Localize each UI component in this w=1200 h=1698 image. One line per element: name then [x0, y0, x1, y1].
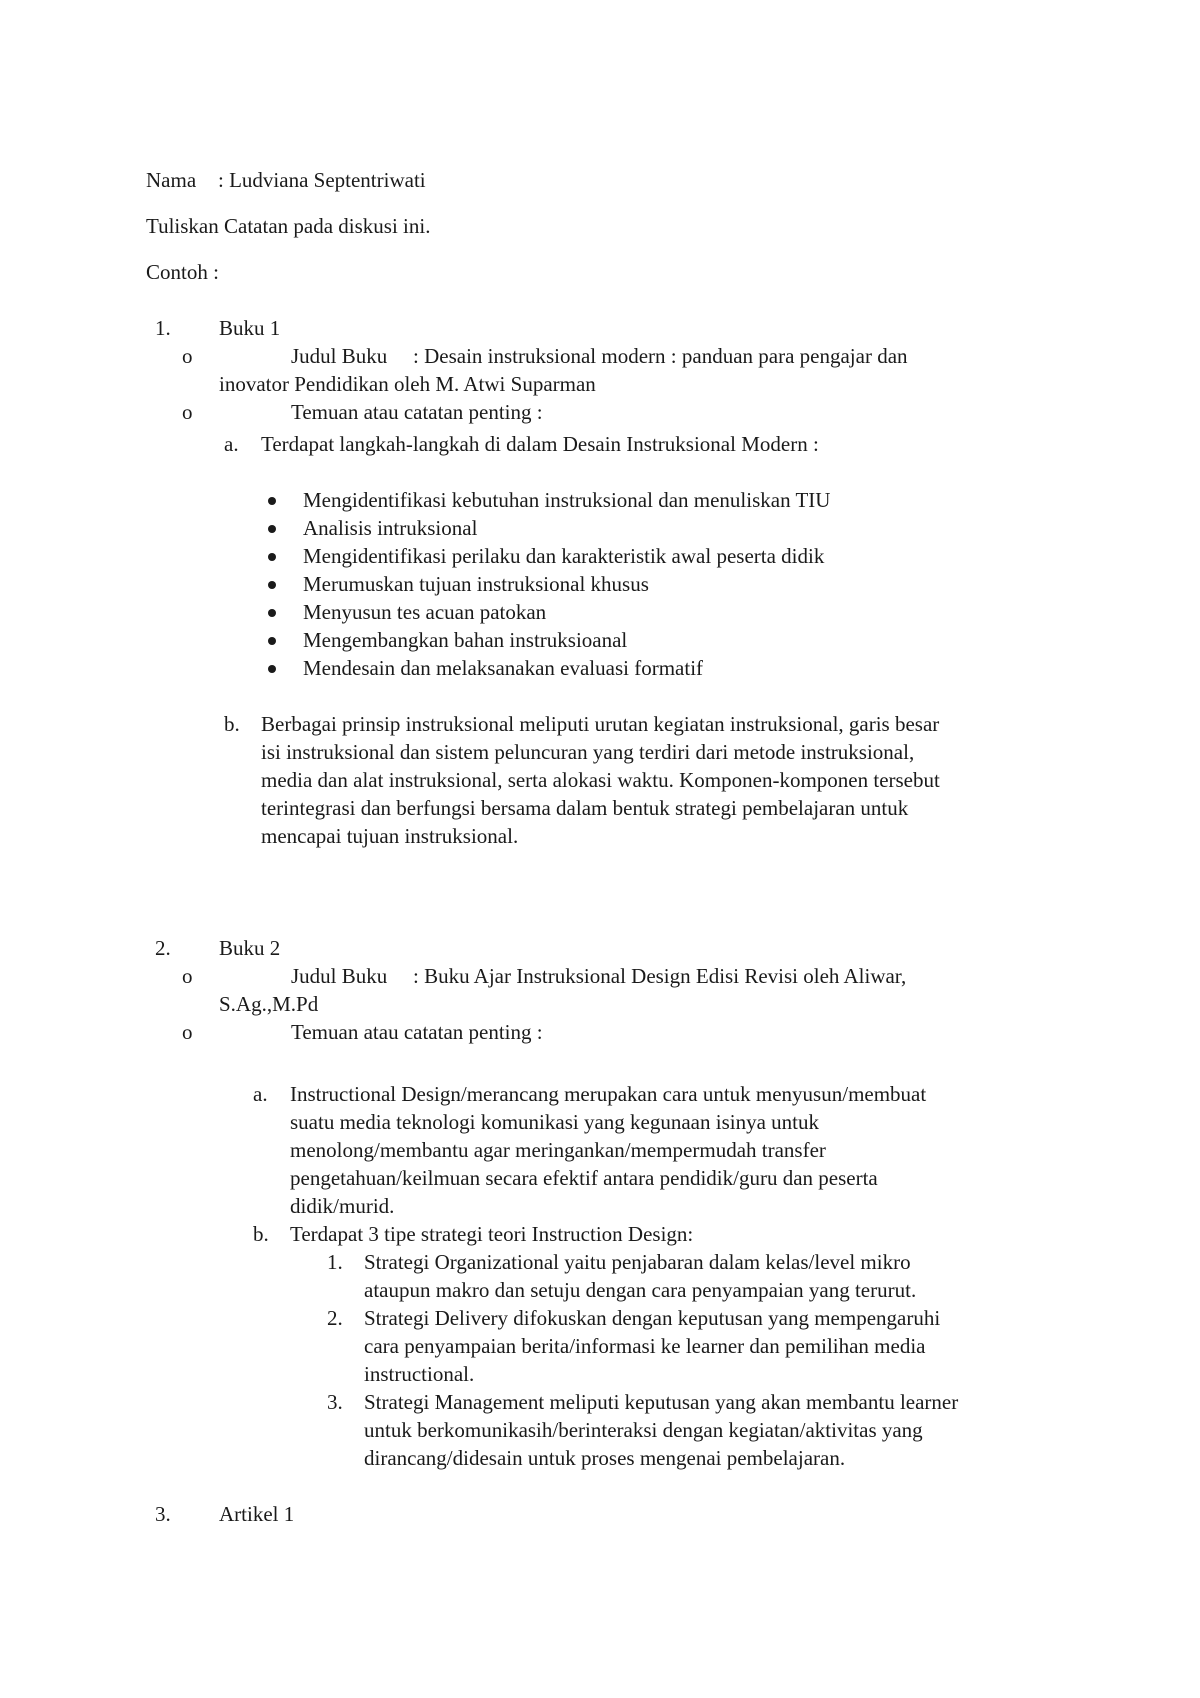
- paragraph-line: media dan alat instruksional, serta alokasi waktu. Komponen-komponen tersebut: [261, 768, 940, 792]
- list-marker: o: [182, 964, 193, 988]
- paragraph-line: terintegrasi dan berfungsi bersama dalam bentuk strategi pembelajaran untuk: [261, 796, 909, 820]
- strategy-line: untuk berkomunikasih/berinteraksi dengan kegiatan/aktivitas yang: [364, 1418, 923, 1442]
- strategy-number: 3.: [327, 1390, 343, 1414]
- paragraph-line: Berbagai prinsip instruksional meliputi urutan kegiatan instruksional, garis besar: [261, 712, 940, 736]
- list-marker: o: [182, 400, 193, 424]
- temuan-label: Temuan atau catatan penting :: [291, 400, 543, 424]
- paragraph-line: mencapai tujuan instruksional.: [261, 824, 519, 848]
- book1-title: Buku 1: [219, 316, 281, 340]
- paragraph-line: suatu media teknologi komunikasi yang kegunaan isinya untuk: [290, 1110, 819, 1134]
- strategy-line: ataupun makro dan setuju dengan cara penyampaian yang terurut.: [364, 1278, 917, 1302]
- bullet-icon: [268, 581, 276, 589]
- point-text: Terdapat langkah-langkah di dalam Desain Instruksional Modern :: [261, 432, 819, 456]
- bullet-icon: [268, 609, 276, 617]
- strategy-line: Strategi Management meliputi keputusan yang akan membantu learner: [364, 1390, 959, 1414]
- list-item: Mengembangkan bahan instruksioanal: [303, 628, 628, 652]
- article1-title: Artikel 1: [219, 1502, 295, 1526]
- bullet-icon: [268, 637, 276, 645]
- name-label: Nama: [146, 168, 197, 192]
- strategy-line: Strategi Organizational yaitu penjabaran dalam kelas/level mikro: [364, 1250, 911, 1274]
- judul-text: : Buku Ajar Instruksional Design Edisi Revisi oleh Aliwar,: [413, 964, 907, 988]
- list-marker: o: [182, 1020, 193, 1044]
- example-label: Contoh :: [146, 260, 219, 284]
- bullet-icon: [268, 665, 276, 673]
- list-marker: o: [182, 344, 193, 368]
- paragraph-line: menolong/membantu agar meringankan/mempermudah transfer: [290, 1138, 826, 1162]
- temuan-label: Temuan atau catatan penting :: [291, 1020, 543, 1044]
- list-number: 1.: [155, 316, 171, 340]
- point-marker: a.: [224, 432, 239, 456]
- paragraph-line: pengetahuan/keilmuan secara efektif antara pendidik/guru dan peserta: [290, 1166, 878, 1190]
- point-text: Terdapat 3 tipe strategi teori Instruction Design:: [290, 1222, 694, 1246]
- instruction-text: Tuliskan Catatan pada diskusi ini.: [146, 214, 431, 238]
- bullet-icon: [268, 525, 276, 533]
- judul-text: : Desain instruksional modern : panduan para pengajar dan: [413, 344, 908, 368]
- strategy-number: 1.: [327, 1250, 343, 1274]
- point-marker: b.: [253, 1222, 269, 1246]
- strategy-line: instructional.: [364, 1362, 475, 1386]
- list-item: Analisis intruksional: [303, 516, 478, 540]
- list-item: Mengidentifikasi perilaku dan karakteristik awal peserta didik: [303, 544, 825, 568]
- strategy-number: 2.: [327, 1306, 343, 1330]
- name-value: : Ludviana Septentriwati: [218, 168, 426, 192]
- list-item: Merumuskan tujuan instruksional khusus: [303, 572, 649, 596]
- bullet-icon: [268, 553, 276, 561]
- list-item: Menyusun tes acuan patokan: [303, 600, 547, 624]
- list-number: 3.: [155, 1502, 171, 1526]
- bullet-icon: [268, 497, 276, 505]
- point-marker: a.: [253, 1082, 268, 1106]
- book2-title: Buku 2: [219, 936, 281, 960]
- judul-label: Judul Buku: [291, 964, 388, 988]
- paragraph-line: Instructional Design/merancang merupakan cara untuk menyusun/membuat: [290, 1082, 927, 1106]
- judul-text-cont: inovator Pendidikan oleh M. Atwi Suparman: [219, 372, 596, 396]
- point-marker: b.: [224, 712, 240, 736]
- strategy-line: cara penyampaian berita/informasi ke learner dan pemilihan media: [364, 1334, 926, 1358]
- list-item: Mengidentifikasi kebutuhan instruksional dan menuliskan TIU: [303, 488, 831, 512]
- strategy-line: Strategi Delivery difokuskan dengan keputusan yang mempengaruhi: [364, 1306, 941, 1330]
- strategy-line: dirancang/didesain untuk proses mengenai pembelajaran.: [364, 1446, 846, 1470]
- list-item: Mendesain dan melaksanakan evaluasi formatif: [303, 656, 704, 680]
- judul-label: Judul Buku: [291, 344, 388, 368]
- judul-text-cont: S.Ag.,M.Pd: [219, 992, 319, 1016]
- paragraph-line: isi instruksional dan sistem peluncuran yang terdiri dari metode instruksional,: [261, 740, 915, 764]
- paragraph-line: didik/murid.: [290, 1194, 395, 1218]
- list-number: 2.: [155, 936, 171, 960]
